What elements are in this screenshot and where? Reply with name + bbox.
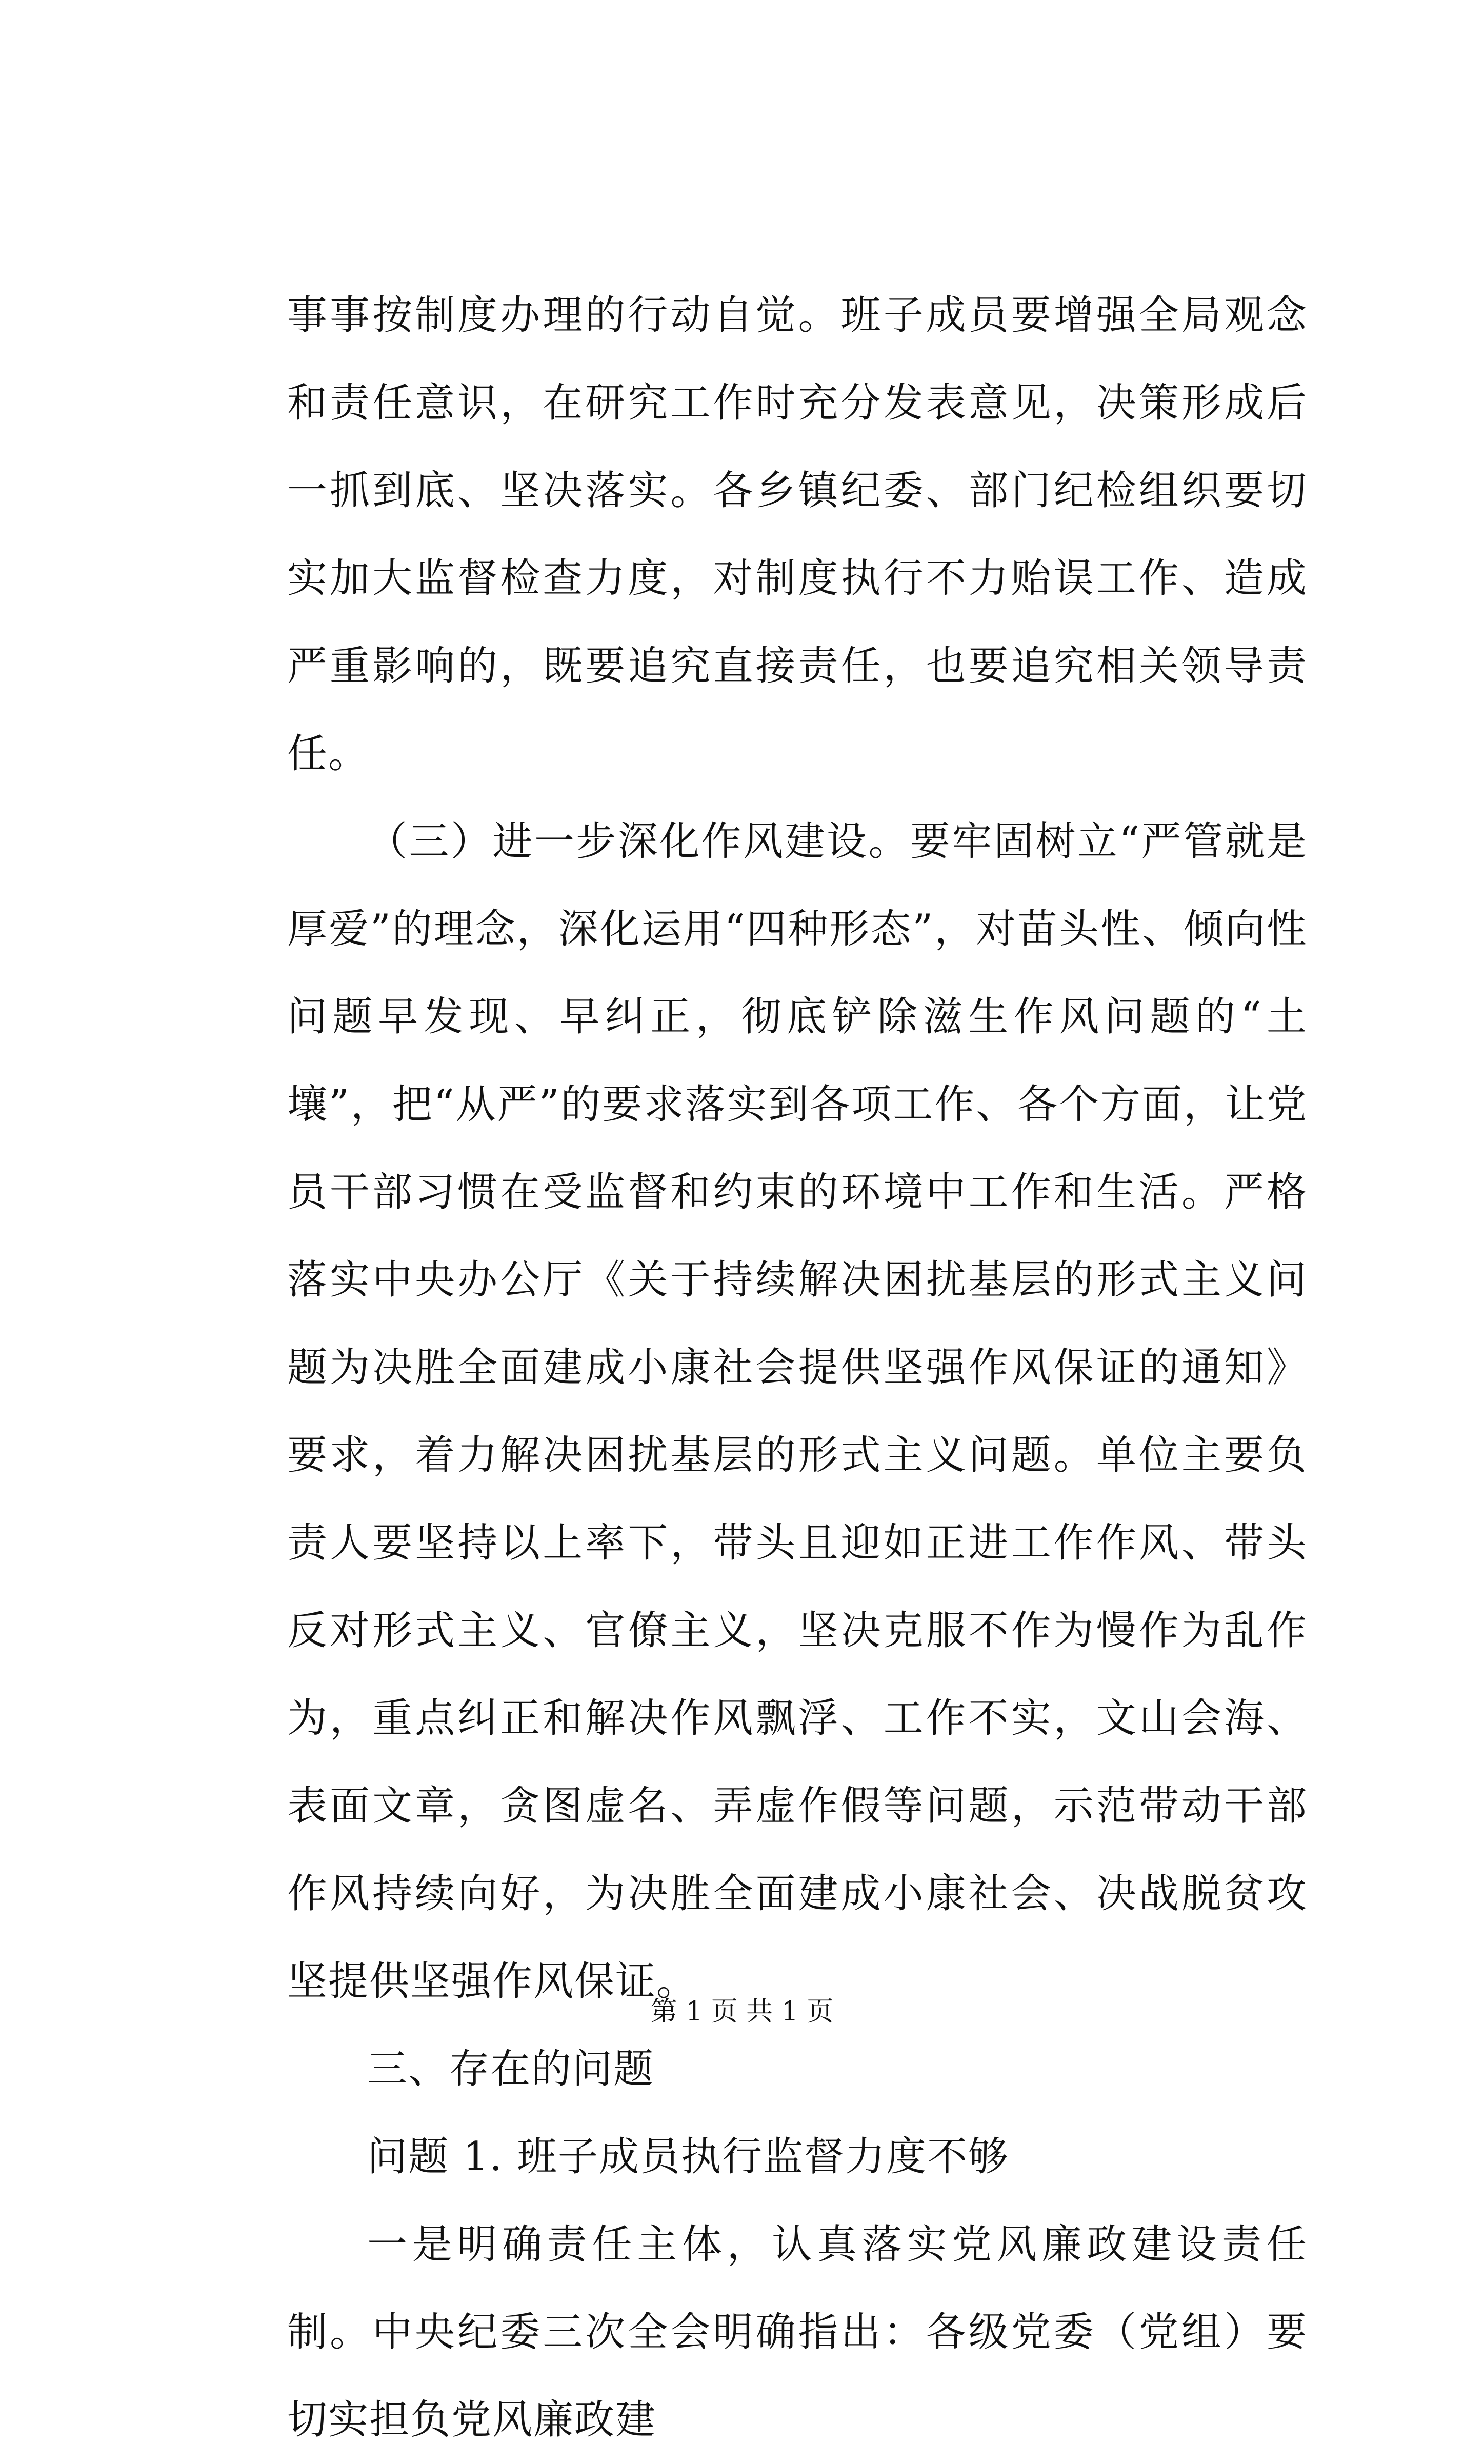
page-footer: 第 1 页 共 1 页 (650, 1996, 834, 2027)
paragraph-section-three: （三）进一步深化作风建设。要牢固树立“严管就是厚爱”的理念，深化运用“四种形态”，对苗头性、倾向性问题早发现、早纠正，彻底铲除滋生作风问题的“土壤”，把“从严”的要求落实到各项工作、各个方面，让党员干部习惯在受监督和约束的环境中工作和生活。严格落实中央办公厅《关于持续解决困扰基层的形式主义问题为决胜全面建成小康社会提供坚强作风保证的通知》要求，着力解决困扰基层的形式主义问题。单位主要负责人要坚持以上率下，带头且迎如正进工作作风、带头反对形式主义、官僚主义，坚决克服不作为慢作为乱作为，重点纠正和解决作风飘浮、工作不实，文山会海、表面文章，贪图虚名、弄虚作假等问题，示范带动干部作风持续向好，为决胜全面建成小康社会、决战脱贫攻坚提供坚强作风保证。 (287, 818, 1308, 2005)
document-body (287, 272, 1308, 2464)
heading-existing-problems: 三、存在的问题 (367, 2046, 655, 2092)
heading-problem-1: 问题 1. 班子成员执行监督力度不够 (367, 2134, 1010, 2180)
paragraph-continuation: 事事按制度办理的行动自觉。班子成员要增强全局观念和责任意识，在研究工作时充分发表意见，决策形成后一抓到底、坚决落实。各乡镇纪委、部门纪检组织要切实加大监督检查力度，对制度执行不力贻误工作、造成严重影响的，既要追究直接责任，也要追究相关领导责任。 (287, 292, 1308, 777)
paragraph-problem-1-body: 一是明确责任主体，认真落实党风廉政建设责任制。中央纪委三次全会明确指出：各级党委（党组）要切实担负党风廉政建 (287, 2221, 1308, 2443)
